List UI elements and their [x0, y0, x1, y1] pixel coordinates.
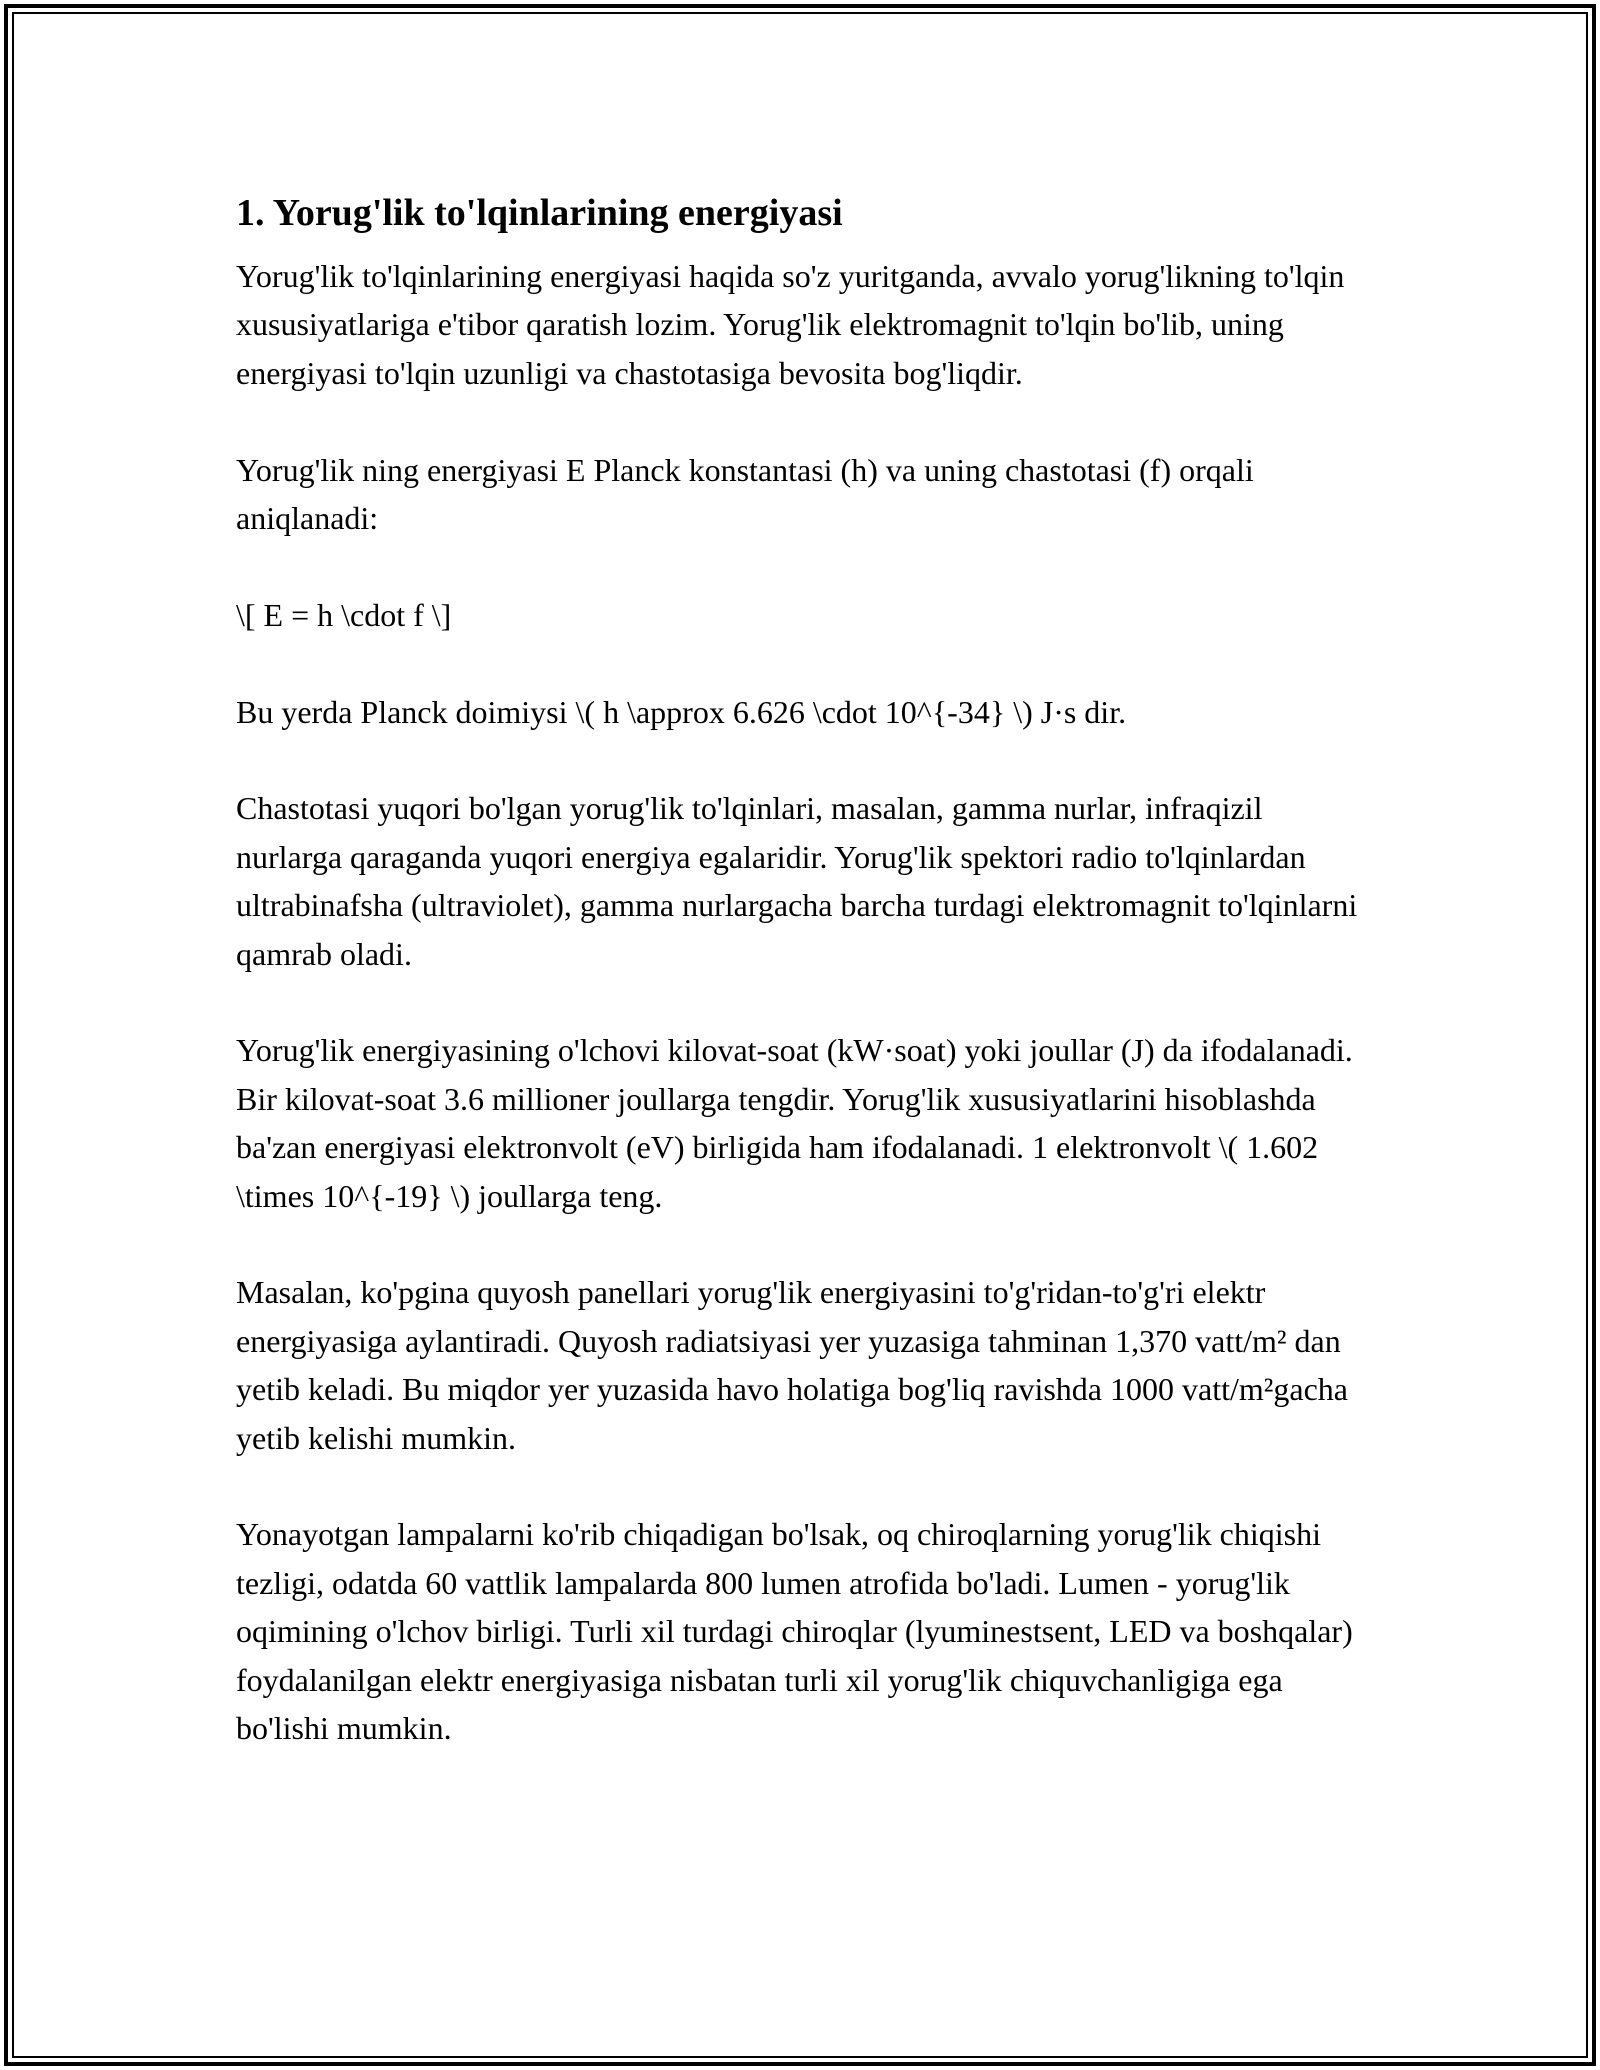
paragraph-energy-definition: Yorug'lik ning energiyasi E Planck konstantasi (h) va uning chastotasi (f) orqali aniqlanadi: — [236, 451, 1254, 537]
document-title: 1. Yorug'lik to'lqinlarining energiyasi — [236, 192, 843, 234]
paragraph-units: Yorug'lik energiyasining o'lchovi kilovat-soat (kW·soat) yoki joullar (J) da ifodalanadi. Bir kilovat-soat 3.6 millioner joullarga tengdir. Yorug'lik xususiyatlarini hisoblashda ba'zan energiyasi elektronvolt (eV) birligida ham ifodalanadi. 1 elektronvolt \( 1.602 \times 10^{-19} \) joullarga teng. — [236, 1032, 1353, 1214]
document-body — [236, 188, 1376, 1801]
paragraph-lamps: Yonayotgan lampalarni ko'rib chiqadigan bo'lsak, oq chiroqlarning yorug'lik chiqishi tezligi, odatda 60 vattlik lampalarda 800 lumen atrofida bo'ladi. Lumen - yorug'lik oqimining o'lchov birligi. Turli xil turdagi chiroqlar (lyuminestsent, LED va boshqalar) foydalanilgan elektr energiyasiga nisbatan turli xil yorug'lik chiquvchanligiga ega bo'lishi mumkin. — [236, 1516, 1353, 1747]
formula-energy: \[ E = h \cdot f \] — [236, 596, 452, 633]
paragraph-solar-panels: Masalan, ko'pgina quyosh panellari yorug'lik energiyasini to'g'ridan-to'g'ri elektr energiyasiga aylantiradi. Quyosh radiatsiyasi yer yuzasiga tahminan 1,370 vatt/m² dan yetib keladi. Bu miqdor yer yuzasida havo holatiga bog'liq ravishda 1000 vatt/m²gacha yetib kelishi mumkin. — [236, 1274, 1348, 1456]
paragraph-intro: Yorug'lik to'lqinlarining energiyasi haqida so'z yuritganda, avvalo yorug'likning to'lqin xususiyatlariga e'tibor qaratish lozim. Yorug'lik elektromagnit to'lqin bo'lib, uning energiyasi to'lqin uzunligi va chastotasiga bevosita bog'liqdir. — [236, 258, 1345, 391]
paragraph-planck-constant: Bu yerda Planck doimiysi \( h \approx 6.626 \cdot 10^{-34} \) J·s dir. — [236, 693, 1127, 730]
paragraph-spectrum: Chastotasi yuqori bo'lgan yorug'lik to'lqinlari, masalan, gamma nurlar, infraqizil nurlarga qaraganda yuqori energiya egalaridir. Yorug'lik spektori radio to'lqinlardan ultrabinafsha (ultraviolet), gamma nurlargacha barcha turdagi elektromagnit to'lqinlarni qamrab oladi. — [236, 790, 1358, 972]
